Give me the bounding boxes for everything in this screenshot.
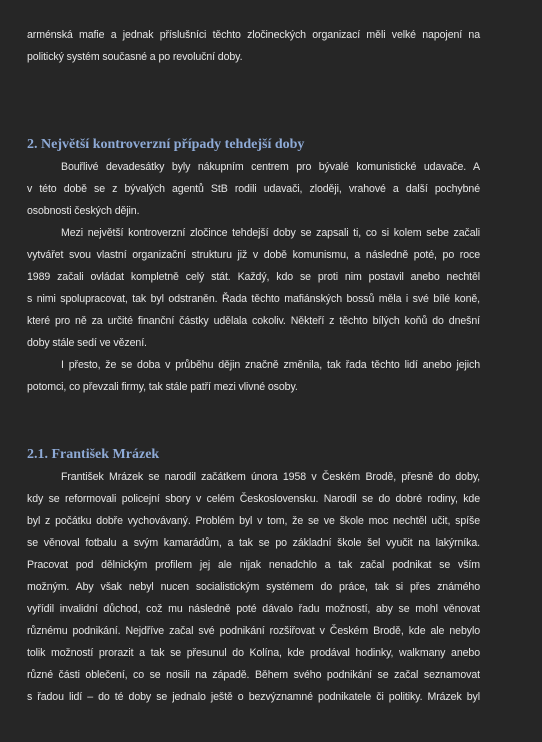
text-line: byl z počátku dobře vychovávaný. Problém byl v tom, že se ve škole moc nechtěl učit, spíše — [27, 515, 480, 527]
text-line: různému podnikání. Nejdříve začal své podnikání rozšiřovat v Českém Brodě, kde ale nebylo — [27, 625, 480, 637]
text-line: Mezi největší kontroverzní zločince tehdejší doby se zapsali ti, co si kolem sebe začali — [61, 227, 480, 239]
text-line: kdy se reformovali policejní sbory v celém Československu. Narodil se do dobré rodiny, kde — [27, 493, 480, 505]
intro-paragraph — [27, 0, 480, 68]
paragraph — [27, 222, 480, 354]
text-line: politický systém současné a po revoluční doby. — [27, 51, 243, 63]
text-line: tolik možností prorazit a tak se přesunul do Kolína, kde prodával hodinky, walkmany anebo — [27, 647, 480, 659]
text-line: 1989 začali ovládat kompletně celý stát. Každý, kdo se proti nim postavil anebo nechtěl — [27, 271, 480, 283]
section-2-1-heading: 2.1. František Mrázek — [27, 447, 160, 462]
section-2-1-body — [27, 466, 480, 708]
text-line: doby stále sedí ve vězení. — [27, 337, 147, 349]
text-line: vytvářet svou vlastní organizační strukturu již v době komunismu, a následně poté, po roce — [27, 249, 480, 261]
text-line: Pracovat pod dělnickým profilem jej ale nijak nenadchlo a tak začal podnikat se vším — [27, 559, 480, 571]
paragraph — [27, 354, 480, 398]
text-line: arménská mafie a jednak příslušníci těchto zločineckých organizací měli velké napojení na — [27, 29, 480, 41]
text-line: I přesto, že se doba v průběhu dějin značně změnila, tak řada těchto lidí anebo jejich — [61, 359, 480, 371]
text-line: František Mrázek se narodil začátkem února 1958 v Českém Brodě, přesně do doby, — [61, 471, 480, 483]
text-line: Bouřlivé devadesátky byly nákupním centrem pro bývalé komunistické udavače. A — [61, 161, 480, 173]
text-line: s nimi spolupracovat, tak byl odstraněn. Řada těchto mafiánských bossů měla i své bílé koně, — [27, 293, 480, 305]
paragraph — [27, 466, 480, 708]
paragraph — [27, 156, 480, 222]
section-2-body — [27, 156, 480, 398]
text-line: které pro ně za určité finanční částky udělala cokoliv. Někteří z těchto bílých koňů do dnešní — [27, 315, 480, 327]
text-line: v této době se z bývalých agentů StB rodili udavači, zloději, vrahové a další pochybné — [27, 183, 480, 195]
text-line: možným. Aby však nebyl nucen socialistickým systémem do práce, tak si přes známého — [27, 581, 480, 593]
text-line: vyřídil invalidní důchod, což mu následně poté dávalo řadu možností, aby se mohl věnovat — [27, 603, 480, 615]
section-2-heading: 2. Největší kontroverzní případy tehdejší doby — [27, 137, 305, 152]
text-line: se věnoval fotbalu a svým kamarádům, a tak se po základní škole šel vyučit na lakýrníka. — [27, 537, 480, 549]
text-line: potomci, co převzali firmy, tak stále patří mezi vlivné osoby. — [27, 381, 298, 393]
text-line: osobnosti českých dějin. — [27, 205, 140, 217]
text-line: různé části oblečení, co se nosili na západě. Během svého podnikání se začal seznamovat — [27, 669, 480, 681]
text-line: s řadou lidí – do té doby se jednalo ještě o bezvýznamné podnikatele či politiky. Mrázek byl — [27, 691, 480, 703]
